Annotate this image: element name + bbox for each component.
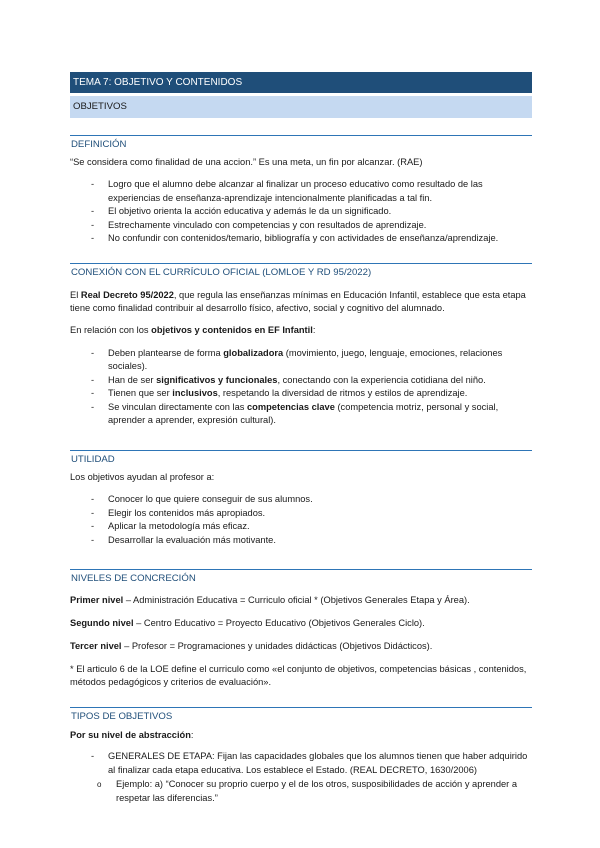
nivel-tercero: Tercer nivel – Profesor = Programaciones y unidades didácticas (Objetivos Didácticos). <box>70 641 433 652</box>
list-item: - Logro que el alumno debe alcanzar al finalizar un proceso educativo como resultado de las experiencias de enseñanza-aprendizaje intencionalmente planificadas a tal fin. <box>91 179 483 203</box>
section-utilidad <box>70 450 532 547</box>
section-conexion <box>70 263 532 428</box>
section-tipos <box>70 707 532 805</box>
section-heading: CONEXIÓN CON EL CURRÍCULO OFICIAL (LOMLOE Y RD 95/2022) <box>70 263 532 281</box>
list-item: - Se vinculan directamente con las competencias clave (competencia motriz, personal y social, aprender a aprender, expresión cultural). <box>91 401 499 426</box>
tipos-subheading: Por su nivel de abstracción: <box>70 730 194 740</box>
utilidad-intro: Los objetivos ayudan al profesor a: <box>70 472 215 482</box>
list-item: o Ejemplo: a) “Conocer su proprio cuerpo y el de los otros, susposibilidades de acción y aprender a respetar las diferencias.” <box>97 779 518 803</box>
section-heading: NIVELES DE CONCRECIÓN <box>70 569 532 587</box>
list-item: - Desarrollar la evaluación más motivante. <box>91 534 276 545</box>
list-item: - El objetivo orienta la acción educativa y además le da un significado. <box>91 206 392 217</box>
list-item: - Tienen que ser inclusivos, respetando la diversidad de ritmos y estilos de aprendizaje. <box>91 388 468 399</box>
curriculo-note: * El articulo 6 de la LOE define el curriculo como «el conjunto de objetivos, competencias básicas , contenidos, métodos pedagógicos y criterios de evaluación». <box>70 663 527 687</box>
tipos-sublist <box>70 778 532 805</box>
section-heading: UTILIDAD <box>70 450 532 468</box>
list-item: - Estrechamente vinculado con competencias y con resultados de aprendizaje. <box>91 219 427 230</box>
nivel-segundo: Segundo nivel – Centro Educativo = Proyecto Educativo (Objetivos Generales Ciclo). <box>70 618 425 629</box>
section-heading: DEFINICIÓN <box>70 135 532 153</box>
nivel-primero: Primer nivel – Administración Educativa = Curriculo oficial * (Objetivos Generales Etapa y Área). <box>70 595 470 605</box>
section-niveles <box>70 569 532 689</box>
conexion-paragraph: El Real Decreto 95/2022, que regula las enseñanzas mínimas en Educación Infantil, establece que esta etapa tiene como finalidad contribuir al desarrollo físico, afectivo, social y cognitivo del alumnado. <box>70 290 526 314</box>
definicion-list <box>70 178 532 246</box>
list-item: - Han de ser significativos y funcionales, conectando con la experiencia cotidiana del niño. <box>91 374 486 385</box>
conexion-relation: En relación con los objetivos y contenidos en EF Infantil: <box>70 325 316 336</box>
objetivos-subtitle-bar: OBJETIVOS <box>70 96 532 118</box>
list-item: - Elegir los contenidos más apropiados. <box>91 507 266 518</box>
conexion-list <box>70 347 532 428</box>
section-heading: TIPOS DE OBJETIVOS <box>70 707 532 725</box>
utilidad-list <box>70 493 532 547</box>
list-item: - Deben plantearse de forma globalizadora (movimiento, juego, lenguaje, emociones, relaciones sociales). <box>91 347 503 372</box>
tipos-list <box>70 750 532 777</box>
section-definicion <box>70 135 532 246</box>
list-item: - No confundir con contenidos/temario, bibliografía y con actividades de enseñanza/aprendizaje. <box>91 233 499 244</box>
list-item: - Conocer lo que quiere conseguir de sus alumnos. <box>91 494 313 505</box>
list-item: - Aplicar la metodología más eficaz. <box>91 521 250 532</box>
topic-title-bar: TEMA 7: OBJETIVO Y CONTENIDOS <box>70 72 532 93</box>
definicion-intro: “Se considera como finalidad de una accion.” Es una meta, un fin por alcanzar. (RAE) <box>70 157 423 167</box>
list-item: - GENERALES DE ETAPA: Fijan las capacidades globales que los alumnos tienen que haber adquirido al finalizar cada etapa educativa. Los establece el Estado. (REAL DECRETO, 1630/2006) <box>91 751 528 775</box>
